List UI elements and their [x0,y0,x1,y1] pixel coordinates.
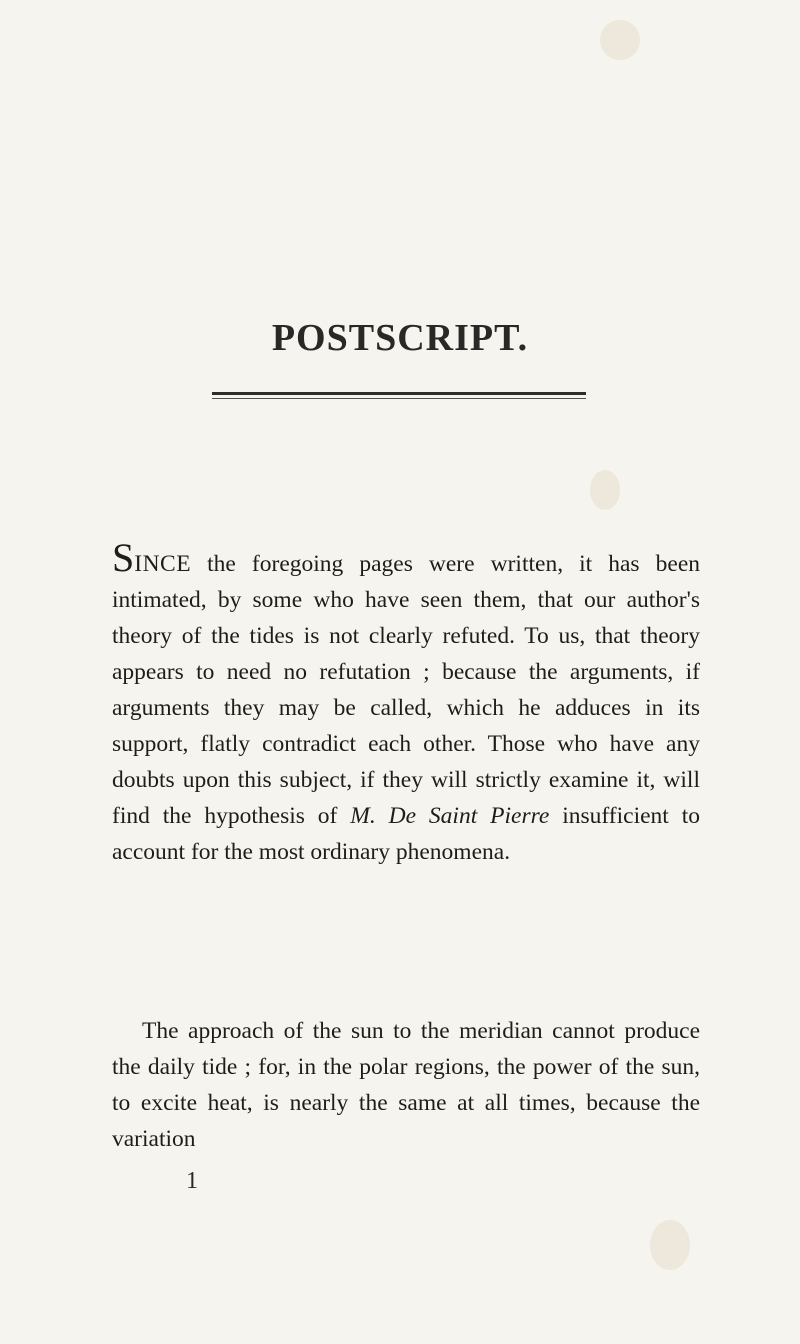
drop-cap: S [112,535,135,580]
paragraph-1-text: the foregoing pages were written, it has been intimated, by some who have seen them, that our author's theory of the tides is not clearly refuted. To us, that theory appears to need no refutation ; because the arguments, if arguments they may be called, which he adduces in its support, flatly contradict each other. Those who have any doubts upon this subject, if they will strictly examine it, will find the hypothesis of [112,551,700,829]
signature-mark: 1 [186,1168,198,1194]
paper-stain [600,20,640,60]
paper-stain [650,1220,690,1270]
paragraph-1 [112,535,700,870]
title-rule-thin [212,398,586,399]
title-rule [212,392,586,395]
paragraph-2: The approach of the sun to the meridian cannot produce the daily tide ; for, in the polar regions, the power of the sun, to excite heat, is nearly the same at all times, because the variation [112,1018,700,1152]
italic-name: M. De Saint Pierre [350,803,550,829]
page-title: POSTSCRIPT. [271,317,529,359]
paper-stain [590,470,620,510]
small-caps-word: INCE [134,551,192,577]
paragraph-1-text-end: insufficient to account for the most ordinary phenomena. [112,803,700,865]
